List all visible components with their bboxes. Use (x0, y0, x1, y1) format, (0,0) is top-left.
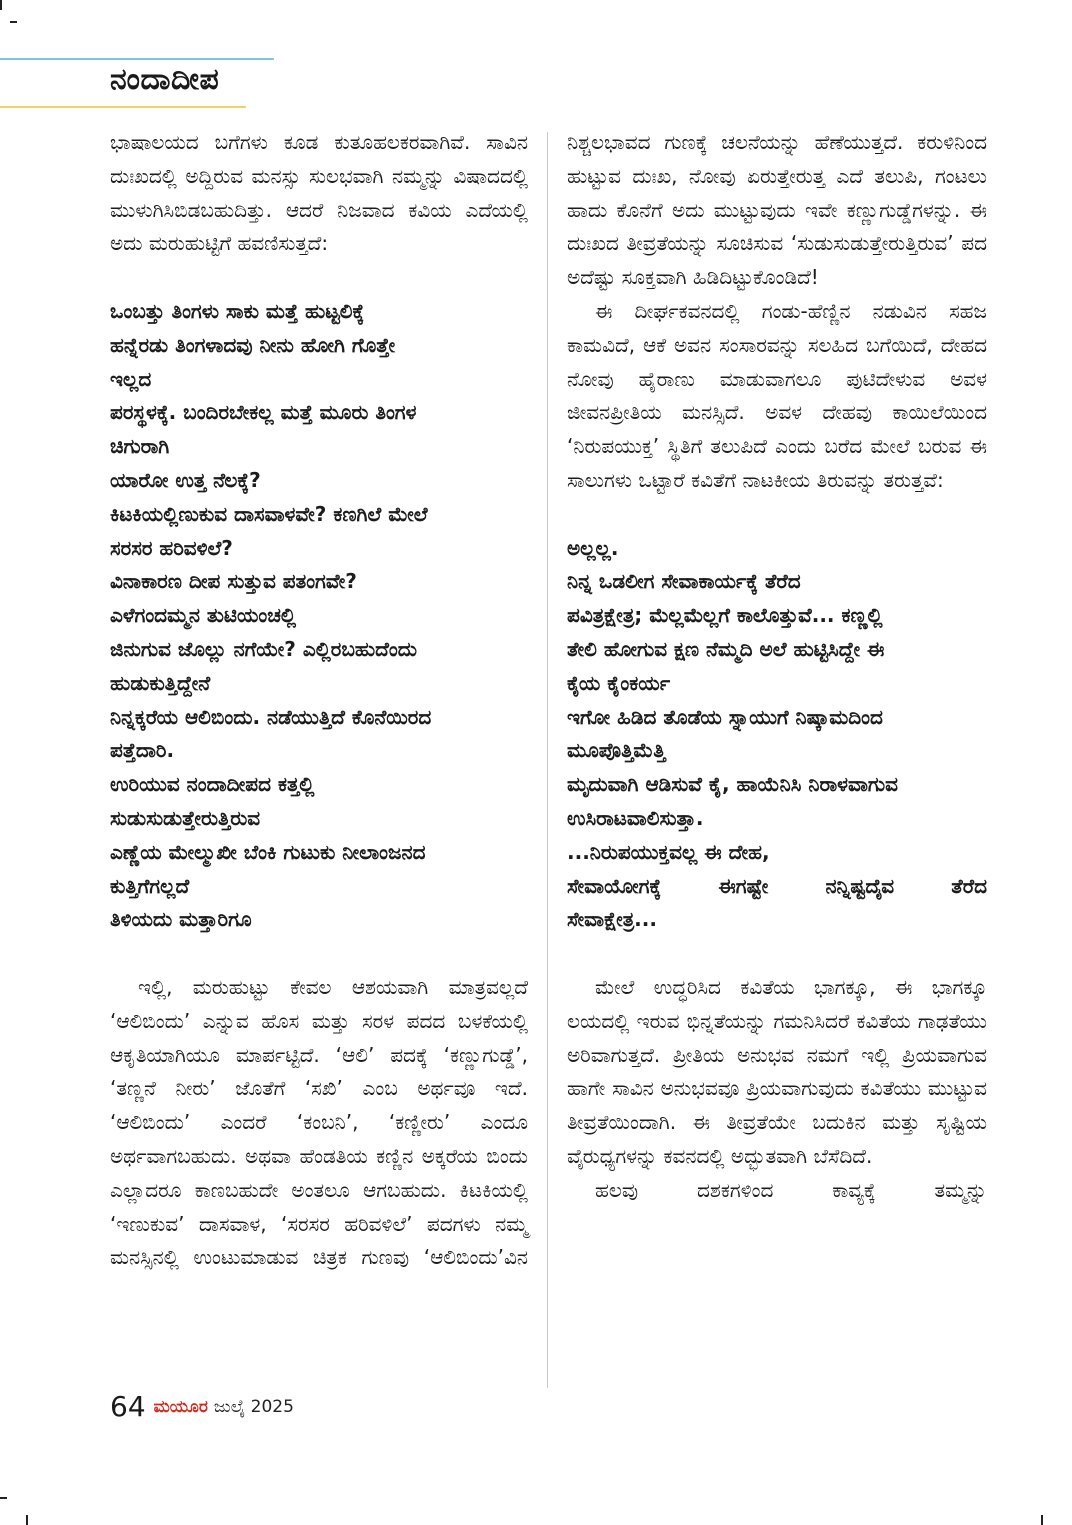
poem-line: ಪರಸ್ಥಳಕ್ಕೆ. ಬಂದಿರಬೇಕಲ್ಲ ಮತ್ತೆ ಮೂರು ತಿಂಗಳ (110, 400, 417, 425)
poem-line: ...ನಿರುಪಯುಕ್ತವಲ್ಲ ಈ ದೇಹ, (567, 839, 770, 864)
poem-line: ಪತ್ತೆದಾರಿ. (110, 738, 175, 763)
poem-line: ಎಣ್ಣೆಯ ಮೇಲ್ಮುಖೀ ಬೆಂಕಿ ಗುಟುಕು ನೀಲಾಂಜನದ (110, 839, 426, 864)
magazine-logo: ಮಯೂರ (153, 1396, 208, 1417)
spacer (110, 261, 528, 295)
poem-line: ಹುಡುಕುತ್ತಿದ್ದೇನೆ (110, 670, 211, 695)
poem-line: ಕೈಯ ಕೈಂಕರ್ಯ (567, 670, 671, 695)
poem-line: ಚಿಗುರಾಗಿ (110, 434, 170, 459)
poem-line: ಉರಿಯುವ ನಂದಾದೀಪದ ಕತ್ತಲ್ಲಿ (110, 772, 315, 797)
body-paragraph-2: ಈ ದೀರ್ಘಕವನದಲ್ಲಿ ಗಂಡು-ಹೆಣ್ಣಿನ ನಡುವಿನ ಸಹಜ ಕಾಮವಿದೆ, ಆಕೆ ಅವನ ಸಂಸಾರವನ್ನು ಸಲಹಿದ ಬಗೆಯಿದೆ, ದೇಹದ ನೋವು ಹೈರಾಣು ಮಾಡುವಾಗಲೂ ಪುಟಿದೇಳುವ ಅವಳ ಜೀವನಪ್ರೀತಿಯ ಮನಸ್ಸಿದೆ. ಅವಳ ದೇಹವು ಕಾಯಿಲೆಯಿಂದ ‘ನಿರುಪಯುಕ್ತ’ ಸ್ಥಿತಿಗೆ ತಲುಪಿದೆ ಎಂದು ಬರೆದ ಮೇಲೆ ಬರುವ ಈ ಸಾಲುಗಳು ಒಟ್ಟಾರೆ ಕವಿತೆಗೆ ನಾಟಕೀಯ ತಿರುವನ್ನು ತರುತ್ತವೆ: (567, 298, 987, 492)
poem-line: ಮೃದುವಾಗಿ ಆಡಿಸುವೆ ಕೈ, ಹಾಯೆನಿಸಿ ನಿರಾಳವಾಗುವ (567, 772, 898, 797)
spacer (110, 937, 528, 971)
poem-line: ಸುಡುಸುಡುತ್ತೇರುತ್ತಿರುವ (110, 805, 261, 830)
header-rule-top (0, 58, 274, 60)
crop-mark (0, 0, 2, 10)
issue-date: ಜುಲೈ 2025 (213, 1396, 294, 1417)
poem-line: ವಿನಾಕಾರಣ ದೀಪ ಸುತ್ತುವ ಪತಂಗವೇ? (110, 569, 357, 594)
header-rule-bottom (0, 106, 246, 108)
poem-line: ಸೇವಾಯೋಗಕ್ಕೆ ಈಗಷ್ಟೇ ನನ್ನಿಷ್ಟದೈವ ತೆರೆದ (567, 873, 987, 898)
spacer (567, 937, 987, 971)
poem-line: ಕುತ್ತಿಗೆಗಲ್ಲದೆ (110, 873, 190, 898)
poem-line: ಕಿಟಕಿಯಲ್ಲಿಣುಕುವ ದಾಸವಾಳವೇ? ಕಣಗಿಲೆ ಮೇಲೆ (110, 501, 428, 526)
analysis-paragraph: ಇಲ್ಲಿ, ಮರುಹುಟ್ಟು ಕೇವಲ ಆಶಯವಾಗಿ ಮಾತ್ರವಲ್ಲದೆ ‘ಆಲಿಬಿಂದು’ ಎನ್ನುವ ಹೊಸ ಮತ್ತು ಸರಳ ಪದದ ಬಳಕೆಯಲ್ಲಿ ಆಕೃತಿಯಾಗಿಯೂ ಮಾರ್ಪಟ್ಟಿದೆ. ‘ಆಲಿ’ ಪದಕ್ಕೆ ‘ಕಣ್ಣುಗುಡ್ಡೆ’, ‘ತಣ್ಣನೆ ನೀರು’ ಜೊತೆಗೆ ‘ಸಖಿ’ ಎಂಬ ಅರ್ಥವೂ ಇದೆ. ‘ಆಲಿಬಿಂದು’ ಎಂದರೆ ‘ಕಂಬನಿ’, ‘ಕಣ್ಣೀರು’ ಎಂದೂ ಅರ್ಥವಾಗಬಹುದು. ಅಥವಾ ಹೆಂಡತಿಯ ಕಣ್ಣಿನ ಅಕ್ಕರೆಯ ಬಿಂದು ಎಲ್ಲಾದರೂ ಕಾಣಬಹುದೇ ಅಂತಲೂ ಆಗಬಹುದು. ಕಿಟಕಿಯಲ್ಲಿ ‘ಇಣುಕುವ’ ದಾಸವಾಳ, ‘ಸರಸರ ಹರಿವಳಿಲೆ’ ಪದಗಳು ನಮ್ಮ ಮನಸ್ಸಿನಲ್ಲಿ ಉಂಟುಮಾಡುವ ಚಿತ್ರಕ ಗುಣವು ‘ಆಲಿಬಿಂದು’ವಿನ (110, 974, 528, 1270)
poem-line: ಜಿನುಗುವ ಜೊಲ್ಲು ನಗೆಯೇ? ಎಲ್ಲಿರಬಹುದೆಂದು (110, 636, 418, 661)
page-number: 64 (110, 1390, 146, 1423)
poem-excerpt-1 (110, 295, 528, 937)
poem-line: ತಿಳಿಯದು ಮತ್ತಾರಿಗೂ (110, 907, 252, 932)
poem-line: ತೇಲಿ ಹೋಗುವ ಕ್ಷಣ ನೆಮ್ಮದಿ ಅಲೆ ಹುಟ್ಟಿಸಿದ್ದೇ ಈ (567, 636, 885, 661)
poem-line: ನಿನ್ನ ಒಡಲೀಗ ಸೇವಾಕಾರ್ಯಕ್ಕೆ ತೆರೆದ (567, 569, 801, 594)
poem-line: ಅಲ್ಲಲ್ಲ. (567, 535, 619, 560)
body-paragraph-3: ಮೇಲೆ ಉದ್ಧರಿಸಿದ ಕವಿತೆಯ ಭಾಗಕ್ಕೂ, ಈ ಭಾಗಕ್ಕೂ ಲಯದಲ್ಲಿ ಇರುವ ಭಿನ್ನತೆಯನ್ನು ಗಮನಿಸಿದರೆ ಕವಿತೆಯ ಗಾಢತೆಯು ಅರಿವಾಗುತ್ತದೆ. ಪ್ರೀತಿಯ ಅನುಭವ ನಮಗೆ ಇಲ್ಲಿ ಪ್ರಿಯವಾಗುವ ಹಾಗೇ ಸಾವಿನ ಅನುಭವವೂ ಪ್ರಿಯವಾಗುವುದು ಕವಿತೆಯು ಮುಟ್ಟುವ ತೀವ್ರತೆಯಿಂದಾಗಿ. ಈ ತೀವ್ರತೆಯೇ ಬದುಕಿನ ಮತ್ತು ಸೃಷ್ಟಿಯ ವೈರುಧ್ಯಗಳನ್ನು ಕವನದಲ್ಲಿ ಅದ್ಭುತವಾಗಿ ಬೆಸೆದಿದೆ. (567, 974, 987, 1168)
crop-mark (26, 1515, 28, 1525)
poem-line: ಎಳೆಗಂದಮ್ಮನ ತುಟಿಯಂಚಲ್ಲಿ (110, 603, 297, 628)
intro-paragraph: ಭಾಷಾಲಯದ ಬಗೆಗಳು ಕೂಡ ಕುತೂಹಲಕರವಾಗಿವೆ. ಸಾವಿನ ದುಃಖದಲ್ಲಿ ಅದ್ದಿರುವ ಮನಸ್ಸು ಸುಲಭವಾಗಿ ನಮ್ಮನ್ನು ವಿಷಾದದಲ್ಲಿ ಮುಳುಗಿಸಿಬಿಡಬಹುದಿತ್ತು. ಆದರೆ ನಿಜವಾದ ಕವಿಯ ಎದೆಯಲ್ಲಿ ಅದು ಮರುಹುಟ್ಟಿಗೆ ಹವಣಿಸುತ್ತದೆ: (110, 130, 528, 256)
crop-mark (1041, 1515, 1043, 1525)
crop-mark (0, 1497, 7, 1499)
poem-line: ಸೇವಾಕ್ಷೇತ್ರ... (567, 907, 657, 932)
poem-line: ಒಂಬತ್ತು ತಿಂಗಳು ಸಾಕು ಮತ್ತೆ ಹುಟ್ಟಲಿಕ್ಕೆ (110, 298, 365, 323)
poem-line: ನಿನ್ನಕ್ಕರೆಯ ಆಲಿಬಿಂದು. ನಡೆಯುತ್ತಿದೆ ಕೊನೆಯಿರದ (110, 704, 432, 729)
poem-excerpt-2 (567, 532, 987, 938)
poem-line: ಉಸಿರಾಟವಾಲಿಸುತ್ತಾ. (567, 805, 704, 830)
poem-line: ಮೂಪೊತ್ತಿಮೆತ್ತಿ (567, 738, 666, 763)
section-title: ನಂದಾದೀಪ (110, 62, 220, 97)
right-column (567, 126, 987, 1208)
page-footer (110, 1390, 294, 1423)
poem-line: ಇಲ್ಲದ (110, 366, 152, 391)
poem-line: ಸರಸರ ಹರಿವಳಿಲೆ? (110, 535, 233, 560)
column-divider (547, 132, 548, 1388)
body-paragraph-1: ನಿಶ್ಚಲಭಾವದ ಗುಣಕ್ಕೆ ಚಲನೆಯನ್ನು ಹೆಣೆಯುತ್ತದೆ. ಕರುಳಿನಿಂದ ಹುಟ್ಟುವ ದುಃಖ, ನೋವು ಏರುತ್ತೇರುತ್ತ ಎದೆ ತಲುಪಿ, ಗಂಟಲು ಹಾದು ಕೊನೆಗೆ ಅದು ಮುಟ್ಟುವುದು ಇವೇ ಕಣ್ಣುಗುಡ್ಡೆಗಳನ್ನು. ಈ ದುಃಖದ ತೀವ್ರತೆಯನ್ನು ಸೂಚಿಸುವ ‘ಸುಡುಸುಡುತ್ತೇರುತ್ತಿರುವ’ ಪದ ಅದೆಷ್ಟು ಸೂಕ್ತವಾಗಿ ಹಿಡಿದಿಟ್ಟುಕೊಂಡಿದೆ! (567, 130, 987, 290)
body-paragraph-4: ಹಲವು ದಶಕಗಳಿಂದ ಕಾವ್ಯಕ್ಕೆ ತಮ್ಮನ್ನು (595, 1177, 987, 1202)
poem-line: ಪವಿತ್ರಕ್ಷೇತ್ರ; ಮೆಲ್ಲಮೆಲ್ಲಗೆ ಕಾಲೊತ್ತುವೆ... ಕಣ್ಣಲ್ಲಿ (567, 603, 883, 628)
poem-line: ಇಗೋ ಹಿಡಿದ ತೊಡೆಯ ಸ್ನಾಯುಗೆ ನಿಷ್ಕಾಮದಿಂದ (567, 704, 883, 729)
spacer (567, 498, 987, 532)
left-column (110, 126, 528, 1275)
poem-line: ಹನ್ನೆರಡು ತಿಂಗಳಾದವು ನೀನು ಹೋಗಿ ಗೊತ್ತೇ (110, 332, 396, 357)
crop-mark (10, 21, 17, 23)
poem-line: ಯಾರೋ ಉತ್ತ ನೆಲಕ್ಕೆ? (110, 467, 261, 492)
